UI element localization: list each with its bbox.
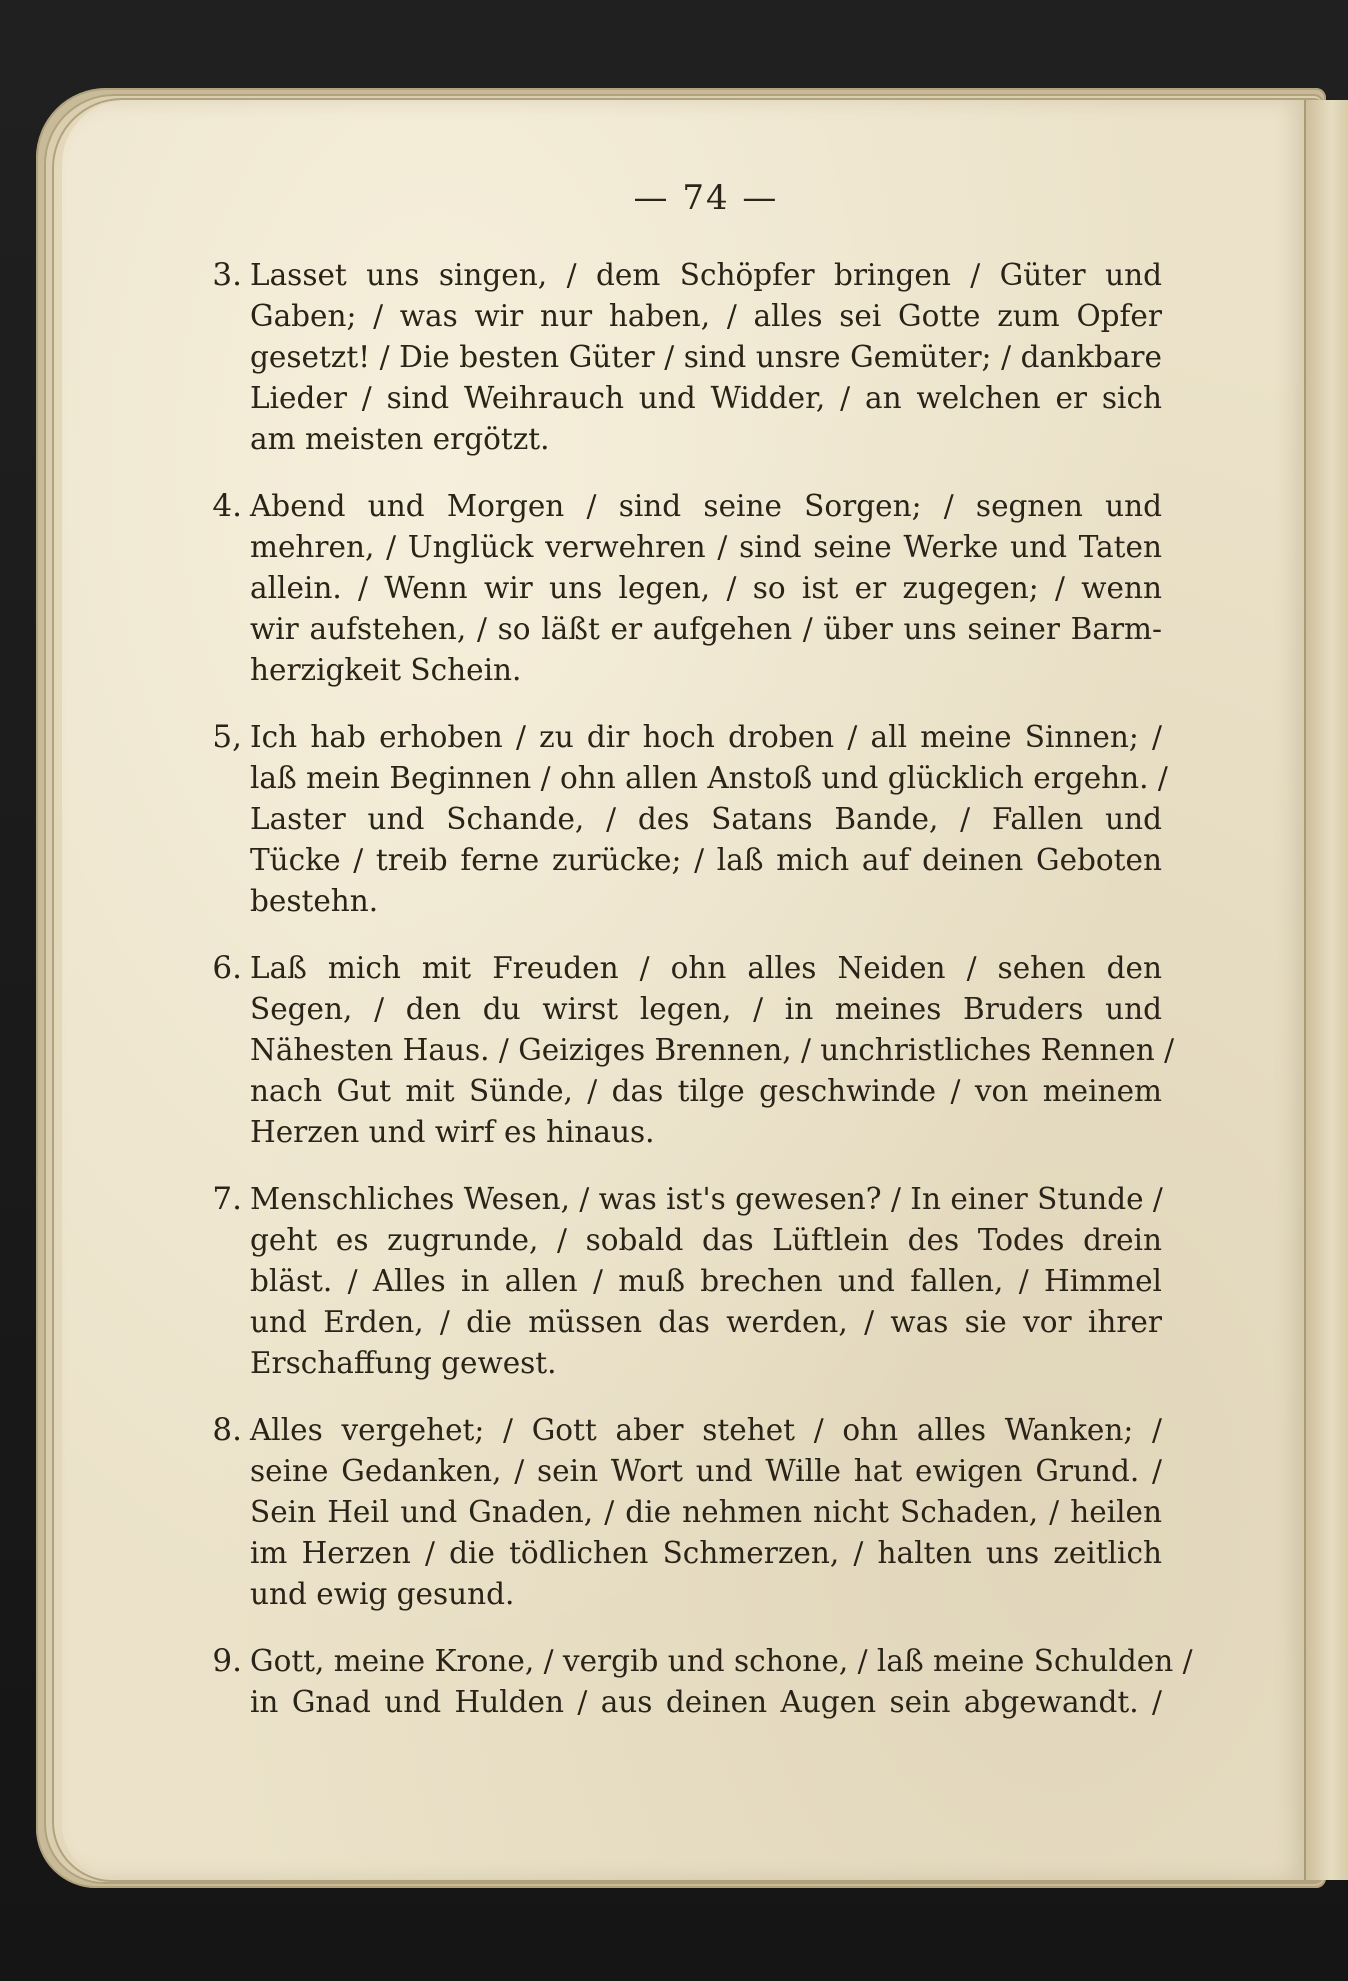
verse-line: Segen, / den du wirst legen, / in meines Bruders und [250,992,1162,1026]
facing-page-edge [1304,100,1348,1880]
verse-line: in Gnad und Hulden / aus deinen Augen sein abgewandt. / [250,1685,1162,1719]
verse-line: seine Gedanken, / sein Wort und Wille hat ewigen Grund. / [250,1454,1162,1488]
verse-line: bläst. / Alles in allen / muß brechen und fallen, / Himmel [250,1264,1162,1298]
stanza-number: 9. [212,1643,242,1679]
page-number: — 74 — [633,178,779,218]
verse-line: nach Gut mit Sünde, / das tilge geschwinde / von meinem [250,1074,1162,1108]
verse-line: Ich hab erhoben / zu dir hoch droben / all meine Sinnen; / [250,720,1162,754]
stanza [212,486,1162,691]
verse-line: laß mein Beginnen / ohn allen Anstoß und glücklich ergehn. / [250,761,1168,795]
verse-line: Erschaffung gewest. [250,1346,557,1380]
hymn-text [212,255,1193,1749]
stanza-number: 8. [212,1412,242,1448]
verse-line: gesetzt! / Die besten Güter / sind unsre Gemüter; / dankbare [250,340,1162,374]
verse-line: Laß mich mit Freuden / ohn alles Neiden / sehen den [250,951,1162,985]
verse-line: wir aufstehen, / so läßt er aufgehen / über uns seiner Barm- [250,612,1162,646]
stanza-number: 7. [212,1181,242,1217]
verse-line: Gott, meine Krone, / vergib und schone, / laß meine Schulden / [250,1644,1193,1678]
stanza [212,1410,1162,1615]
stanza-number: 3. [212,257,242,293]
verse-line: und ewig gesund. [250,1577,515,1611]
verse-line: im Herzen / die tödlichen Schmerzen, / halten uns zeitlich [250,1536,1162,1570]
verse-line: geht es zugrunde, / sobald das Lüftlein des Todes drein [250,1223,1162,1257]
stanza-number: 4. [212,488,242,524]
verse-line: Lasset uns singen, / dem Schöpfer bringen / Güter und [250,258,1162,292]
verse-line: am meisten ergötzt. [250,422,550,456]
verse-line: Gaben; / was wir nur haben, / alles sei Gotte zum Opfer [250,299,1162,333]
stanza [212,1179,1163,1384]
stanza-number: 6. [212,950,242,986]
stanza [212,948,1175,1153]
verse-line: Herzen und wirf es hinaus. [250,1115,655,1149]
verse-line: Lieder / sind Weihrauch und Widder, / an welchen er sich [250,381,1162,415]
stanza-number: 5, [212,719,242,755]
verse-line: Alles vergehet; / Gott aber stehet / ohn alles Wanken; / [250,1413,1162,1447]
verse-line: und Erden, / die müssen das werden, / was sie vor ihrer [250,1305,1162,1339]
verse-line: Laster und Schande, / des Satans Bande, / Fallen und [250,802,1162,836]
stanza [212,255,1162,460]
verse-line: Tücke / treib ferne zurücke; / laß mich auf deinen Geboten [250,843,1162,877]
verse-line: bestehn. [250,884,379,918]
verse-line: Nähesten Haus. / Geiziges Brennen, / unchristliches Rennen / [250,1033,1175,1067]
verse-line: Menschliches Wesen, / was ist's gewesen? / In einer Stunde / [250,1182,1163,1216]
stanza [212,717,1168,922]
verse-line: Abend und Morgen / sind seine Sorgen; / segnen und [250,489,1162,523]
stanza [212,1641,1193,1723]
verse-line: allein. / Wenn wir uns legen, / so ist er zugegen; / wenn [250,571,1162,605]
verse-line: Sein Heil und Gnaden, / die nehmen nicht Schaden, / heilen [250,1495,1162,1529]
verse-line: mehren, / Unglück verwehren / sind seine Werke und Taten [250,530,1162,564]
verse-line: herzigkeit Schein. [250,653,522,687]
